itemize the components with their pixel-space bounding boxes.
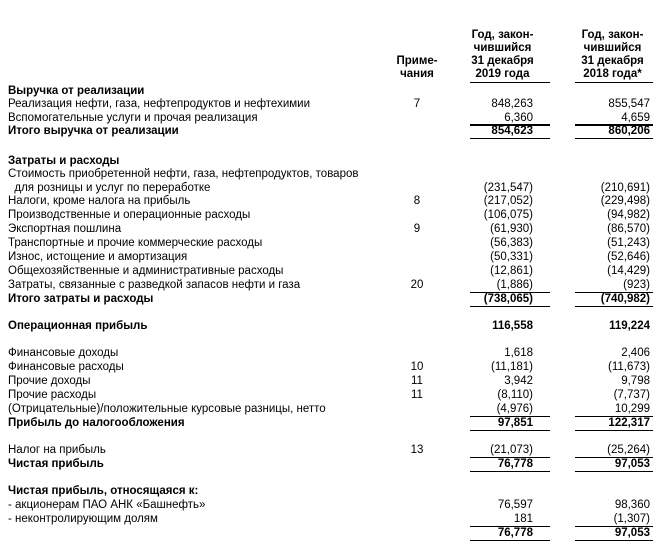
row-value-2019: 181 bbox=[513, 513, 533, 525]
total-rule bbox=[470, 457, 550, 458]
total-rule bbox=[575, 138, 653, 139]
year-2019-column-header bbox=[455, 29, 550, 81]
col1-header-line: чившийся bbox=[473, 42, 532, 54]
row-value-2018: (94,982) bbox=[607, 209, 650, 221]
row-value-2018: (51,243) bbox=[607, 237, 650, 249]
row-value-2018: (25,264) bbox=[607, 444, 650, 456]
row-value-2019: (231,547) bbox=[483, 182, 533, 194]
row-label: Транспортные и прочие коммерческие расходы bbox=[8, 237, 263, 249]
row-note: 13 bbox=[410, 444, 424, 456]
total-rule bbox=[575, 125, 653, 126]
row-value-2018: (11,673) bbox=[608, 361, 650, 373]
row-label: Прибыль до налогообложения bbox=[8, 417, 185, 429]
statement-row bbox=[0, 457, 660, 471]
row-label: Экспортная пошлина bbox=[8, 223, 122, 235]
row-label: Износ, истощение и амортизация bbox=[8, 251, 188, 263]
row-value-2018: (1,307) bbox=[613, 513, 650, 525]
header-underline bbox=[470, 82, 550, 83]
total-rule bbox=[470, 292, 550, 293]
statement-row bbox=[0, 512, 660, 526]
row-label: Затраты и расходы bbox=[8, 155, 120, 167]
notes-column-header bbox=[387, 55, 447, 81]
statement-row bbox=[0, 278, 660, 292]
row-value-2018: 9,798 bbox=[621, 375, 650, 387]
statement-row bbox=[0, 84, 660, 98]
row-label: Итого выручка от реализации bbox=[8, 125, 179, 137]
statement-row bbox=[0, 111, 660, 125]
statement-row bbox=[0, 319, 660, 333]
row-value-2018: (229,498) bbox=[600, 195, 650, 207]
header-underline bbox=[575, 82, 653, 83]
row-value-2019: (56,383) bbox=[490, 237, 533, 249]
row-label: - акционерам ПАО АНК «Башнефть» bbox=[8, 499, 206, 511]
total-rule bbox=[575, 124, 653, 125]
statement-row bbox=[0, 443, 660, 457]
row-value-2018: (14,429) bbox=[607, 265, 650, 277]
col1-header-line: 2019 года bbox=[475, 68, 530, 80]
row-value-2019: 848,263 bbox=[491, 98, 533, 110]
row-value-2018: (923) bbox=[623, 279, 650, 291]
total-rule bbox=[470, 124, 550, 125]
statement-row bbox=[0, 208, 660, 222]
row-label: Финансовые доходы bbox=[8, 347, 119, 359]
statement-row bbox=[0, 154, 660, 168]
row-value-2019: 854,623 bbox=[491, 125, 533, 137]
statement-row bbox=[0, 167, 660, 181]
row-label: Налог на прибыль bbox=[8, 444, 106, 456]
row-value-2019: (61,930) bbox=[490, 223, 533, 235]
row-label: для розницы и услуг по переработке bbox=[8, 182, 211, 194]
statement-row bbox=[0, 526, 660, 540]
statement-row bbox=[0, 416, 660, 430]
row-value-2018: 122,317 bbox=[608, 417, 650, 429]
total-rule bbox=[470, 306, 550, 307]
row-value-2018: (86,570) bbox=[607, 223, 650, 235]
row-value-2018: 97,053 bbox=[614, 458, 650, 470]
col2-header-line: 2018 года* bbox=[583, 68, 642, 80]
row-note: 11 bbox=[411, 389, 423, 401]
row-value-2019: 3,942 bbox=[504, 375, 533, 387]
row-value-2019: 76,778 bbox=[497, 458, 533, 470]
row-value-2019: (50,331) bbox=[490, 251, 533, 263]
statement-row bbox=[0, 264, 660, 278]
total-rule bbox=[575, 430, 653, 431]
row-value-2018: 119,224 bbox=[609, 320, 650, 332]
total-rule bbox=[575, 457, 653, 458]
row-value-2018: 860,206 bbox=[608, 125, 650, 137]
total-rule bbox=[470, 540, 550, 541]
row-label: Общехозяйственные и административные расходы bbox=[8, 265, 284, 277]
total-rule bbox=[575, 471, 653, 472]
row-label: Затраты, связанные с разведкой запасов нефти и газа bbox=[8, 279, 301, 291]
row-value-2018: (210,691) bbox=[600, 182, 650, 194]
statement-row bbox=[0, 222, 660, 236]
row-value-2018: (740,982) bbox=[600, 293, 650, 305]
row-value-2019: (738,065) bbox=[483, 293, 533, 305]
row-value-2019: (106,075) bbox=[483, 209, 533, 221]
row-label: Выручка от реализации bbox=[8, 85, 145, 97]
row-label: Производственные и операционные расходы bbox=[8, 209, 251, 221]
row-note: 20 bbox=[410, 279, 424, 291]
row-note: 11 bbox=[411, 375, 423, 387]
row-note: 9 bbox=[413, 223, 421, 235]
row-label: Вспомогательные услуги и прочая реализация bbox=[8, 112, 258, 124]
statement-row bbox=[0, 498, 660, 512]
row-value-2018: 855,547 bbox=[608, 98, 650, 110]
statement-row bbox=[0, 388, 660, 402]
statement-row bbox=[0, 292, 660, 306]
statement-row bbox=[0, 250, 660, 264]
row-note: 10 bbox=[410, 361, 424, 373]
statement-row bbox=[0, 194, 660, 208]
row-value-2019: (8,110) bbox=[497, 389, 533, 401]
total-rule bbox=[470, 430, 550, 431]
total-rule bbox=[575, 540, 653, 541]
row-value-2018: 4,659 bbox=[621, 112, 650, 124]
total-rule bbox=[470, 125, 550, 126]
row-value-2019: (12,861) bbox=[490, 265, 533, 277]
row-label: Налоги, кроме налога на прибыль bbox=[8, 195, 191, 207]
col1-header-line: 31 декабря bbox=[471, 55, 534, 67]
statement-row bbox=[0, 374, 660, 388]
row-value-2019: 6,360 bbox=[504, 112, 533, 124]
statement-row bbox=[0, 484, 660, 498]
row-label: - неконтролирующим долям bbox=[8, 513, 158, 525]
row-label: Чистая прибыль, относящаяся к: bbox=[8, 485, 199, 497]
statement-row bbox=[0, 97, 660, 111]
col2-header-line: Год, закон- bbox=[581, 29, 644, 41]
row-label: Операционная прибыль bbox=[8, 320, 148, 332]
row-value-2019: (217,052) bbox=[483, 195, 533, 207]
row-value-2018: (52,646) bbox=[607, 251, 650, 263]
row-value-2018: 98,360 bbox=[614, 499, 650, 511]
row-value-2019: (4,976) bbox=[496, 403, 533, 415]
notes-header-line: Приме- bbox=[396, 55, 438, 67]
statement-row bbox=[0, 124, 660, 138]
row-value-2019: (1,886) bbox=[496, 279, 533, 291]
statement-row bbox=[0, 360, 660, 374]
row-value-2018: 10,299 bbox=[614, 403, 650, 415]
row-value-2019: 1,618 bbox=[504, 347, 533, 359]
total-rule bbox=[470, 526, 550, 527]
total-rule bbox=[470, 416, 550, 417]
total-rule bbox=[470, 471, 550, 472]
total-rule bbox=[575, 292, 653, 293]
total-rule bbox=[575, 526, 653, 527]
row-value-2019: 116,558 bbox=[492, 320, 533, 332]
statement-row bbox=[0, 236, 660, 250]
row-label: Прочие расходы bbox=[8, 389, 97, 401]
row-value-2018: (7,737) bbox=[613, 389, 650, 401]
row-note: 7 bbox=[413, 98, 421, 110]
year-2018-column-header bbox=[565, 29, 660, 81]
row-label: Финансовые расходы bbox=[8, 361, 124, 373]
row-label: (Отрицательные)/положительные курсовые разницы, нетто bbox=[8, 403, 326, 415]
row-label: Реализация нефти, газа, нефтепродуктов и нефтехимии bbox=[8, 98, 310, 110]
row-value-2018: 97,053 bbox=[614, 527, 650, 539]
total-rule bbox=[470, 138, 550, 139]
row-label: Итого затраты и расходы bbox=[8, 293, 154, 305]
col2-header-line: 31 декабря bbox=[581, 55, 644, 67]
row-label: Прочие доходы bbox=[8, 375, 91, 387]
row-label: Чистая прибыль bbox=[8, 458, 104, 470]
row-value-2019: (21,073) bbox=[490, 444, 533, 456]
col2-header-line: чившийся bbox=[583, 42, 642, 54]
col1-header-line: Год, закон- bbox=[471, 29, 534, 41]
row-value-2019: 76,597 bbox=[497, 499, 533, 511]
row-value-2019: 76,778 bbox=[497, 527, 533, 539]
row-value-2019: (11,181) bbox=[491, 361, 533, 373]
statement-row bbox=[0, 402, 660, 416]
row-value-2018: 2,406 bbox=[621, 347, 650, 359]
row-value-2019: 97,851 bbox=[497, 417, 533, 429]
total-rule bbox=[575, 306, 653, 307]
statement-row bbox=[0, 181, 660, 195]
row-note: 8 bbox=[413, 195, 421, 207]
statement-row bbox=[0, 346, 660, 360]
notes-header-line: чания bbox=[400, 68, 434, 80]
row-label: Стоимость приобретенной нефти, газа, нефтепродуктов, товаров bbox=[8, 168, 359, 180]
total-rule bbox=[575, 416, 653, 417]
